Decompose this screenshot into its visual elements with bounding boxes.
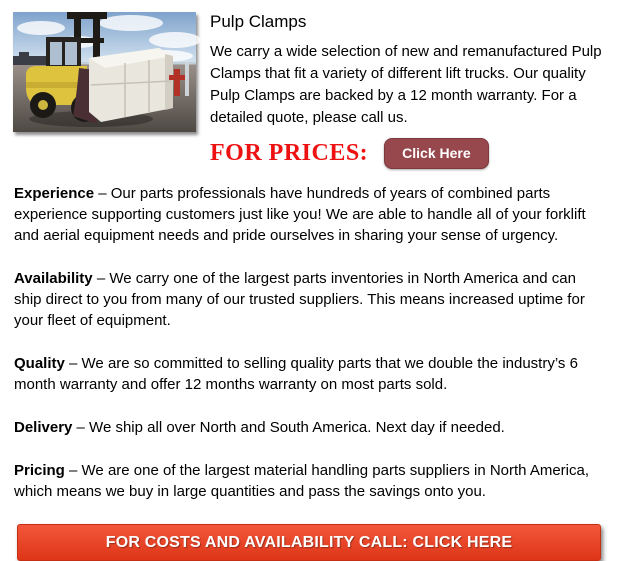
feature-term: Pricing <box>14 462 65 479</box>
for-prices-label: FOR PRICES: <box>210 140 369 166</box>
feature-paragraph-experience <box>14 183 605 246</box>
forklift-photo-illustration <box>13 12 196 132</box>
feature-term: Availability <box>14 270 93 287</box>
page-title: Pulp Clamps <box>210 12 307 31</box>
feature-term: Delivery <box>14 419 73 436</box>
feature-term: Quality <box>14 355 65 372</box>
prices-row <box>210 138 611 169</box>
features-section <box>0 169 619 502</box>
feature-paragraph-availability <box>14 268 605 331</box>
feature-text: – We are so committed to selling quality parts that we double the industry’s 6 month warranty and offer 12 months warranty on most parts sold. <box>14 355 578 393</box>
feature-paragraph-delivery <box>14 417 605 438</box>
costs-availability-banner-button[interactable]: FOR COSTS AND AVAILABILITY CALL: CLICK HERE <box>17 524 601 561</box>
forklift-photo <box>13 12 196 132</box>
feature-paragraph-quality <box>14 353 605 395</box>
click-here-button[interactable]: Click Here <box>384 138 488 169</box>
feature-text: – We carry one of the largest parts inventories in North America and can ship direct to you from many of our trusted suppliers. This means increased uptime for your fleet of equipment. <box>14 270 585 329</box>
top-section <box>0 0 619 169</box>
intro-text: We carry a wide selection of new and remanufactured Pulp Clamps that fit a variety of different lift trucks. Our quality Pulp Clamps are backed by a 12 month warranty. For a detailed quote, please call us. <box>210 43 602 126</box>
intro-column <box>210 12 611 169</box>
feature-text: – We ship all over North and South America. Next day if needed. <box>76 419 505 436</box>
feature-term: Experience <box>14 185 95 202</box>
feature-paragraph-pricing <box>14 460 605 502</box>
feature-text: – We are one of the largest material handling parts suppliers in North America, which means we buy in large quantities and pass the savings onto you. <box>14 462 590 500</box>
feature-text: – Our parts professionals have hundreds of years of combined parts experience supporting customers just like you! We are able to handle all of your forklift and aerial equipment needs and pride ourselves in sharing your sense of urgency. <box>14 185 586 244</box>
